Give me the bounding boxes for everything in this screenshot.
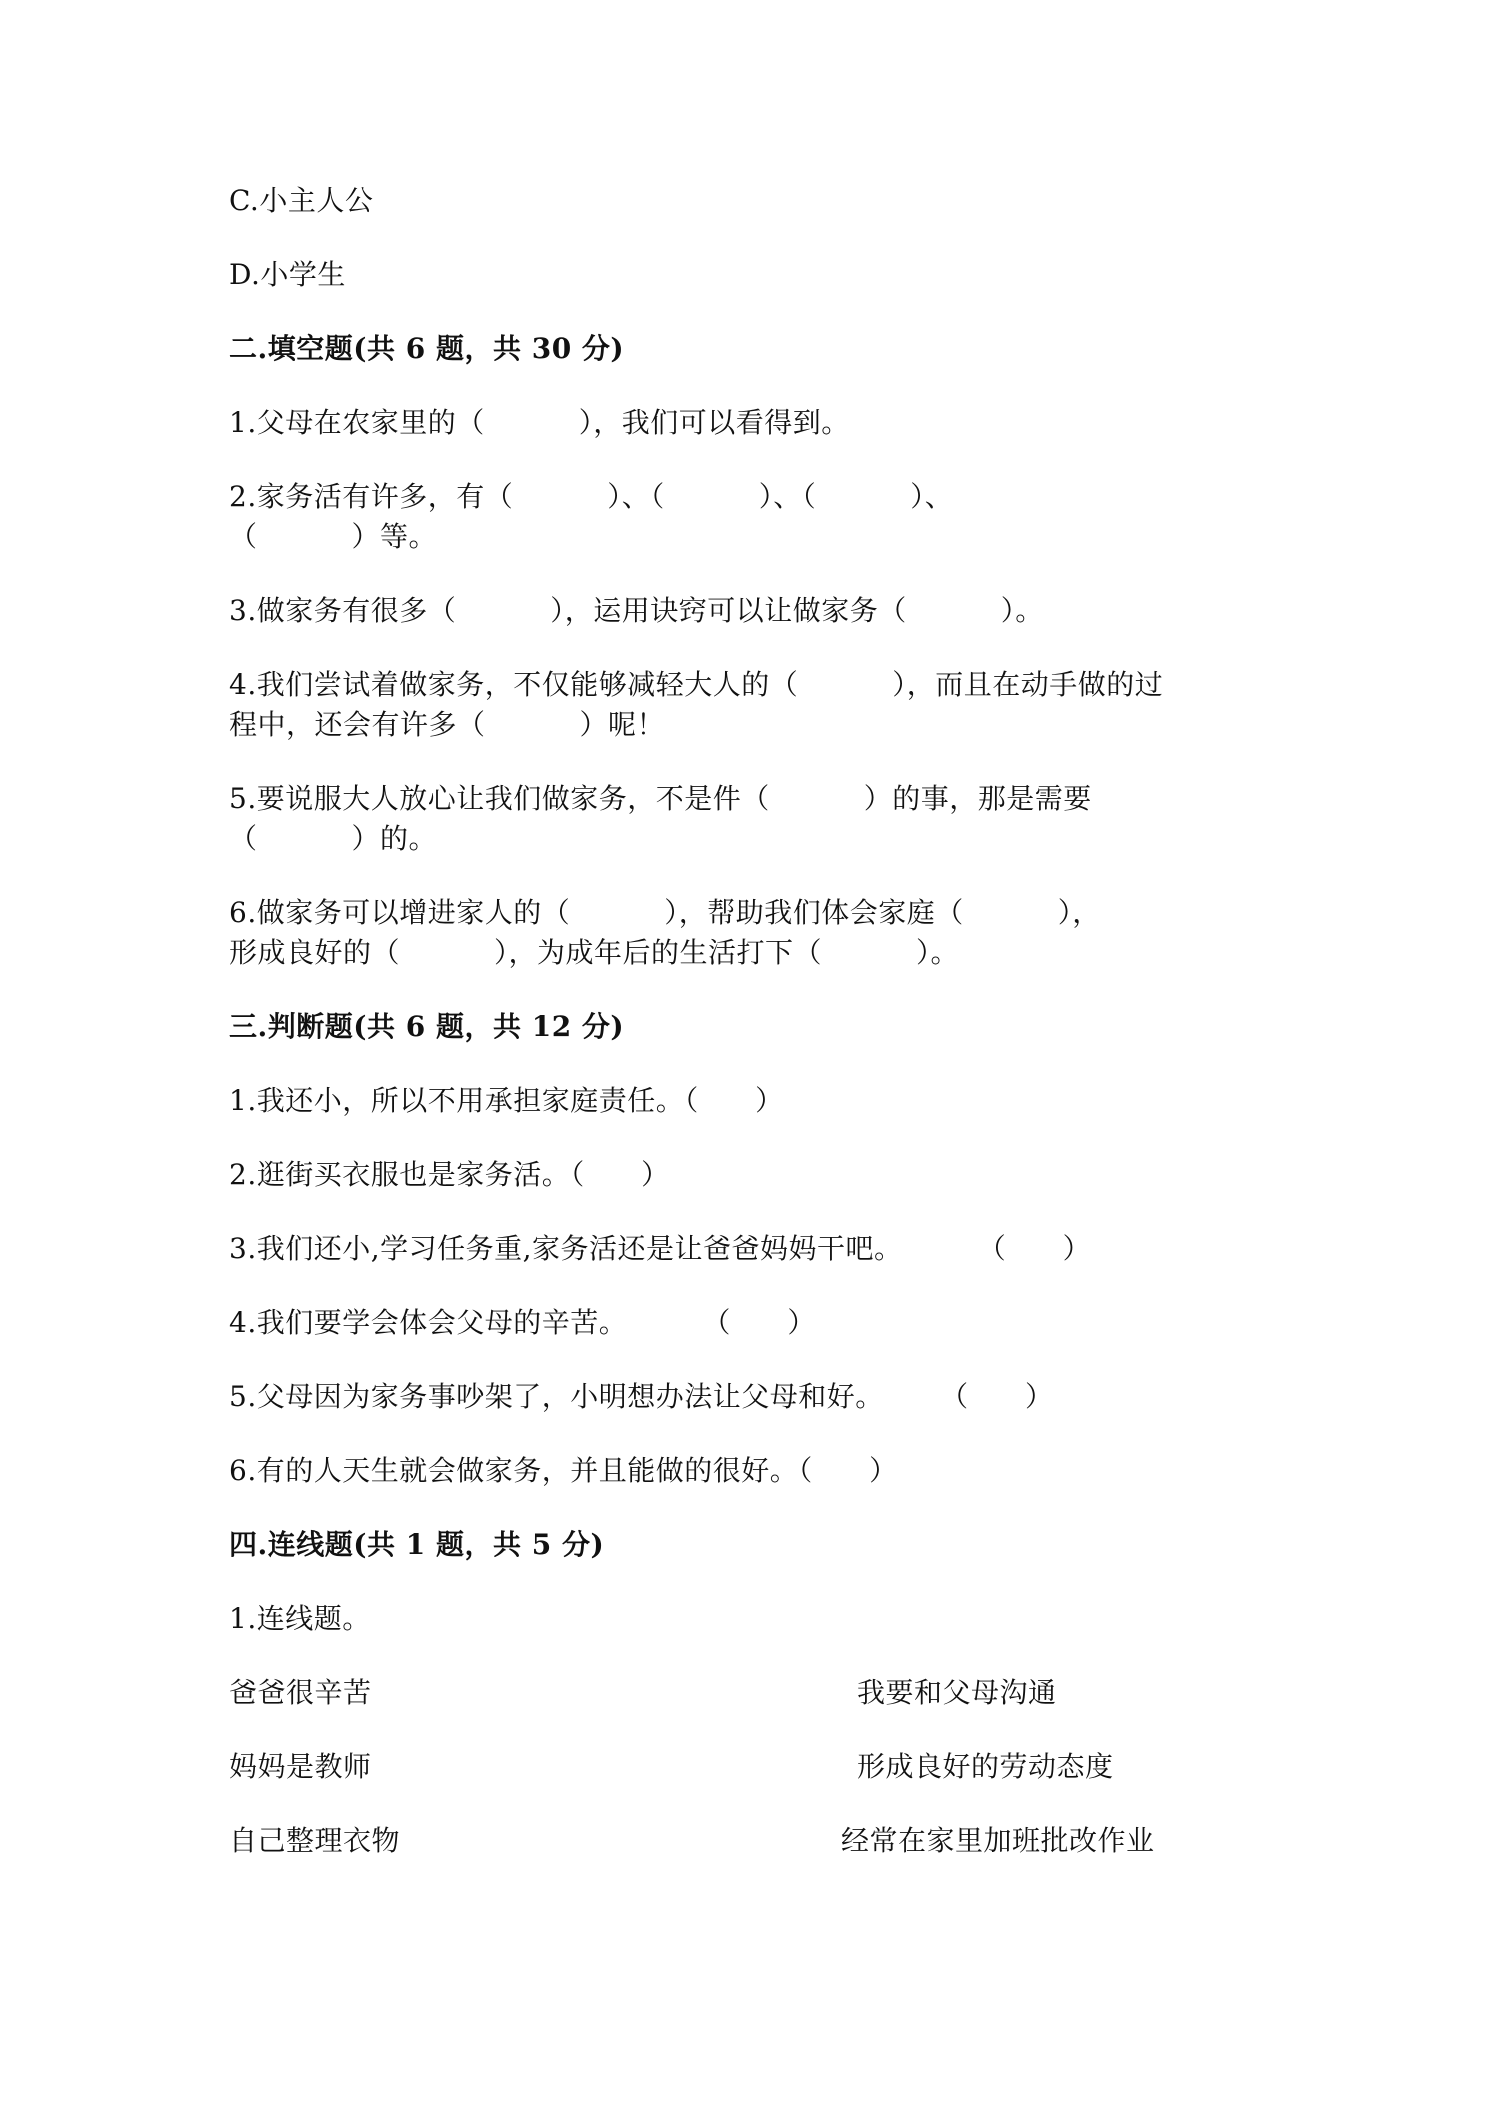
fill-question-4-line1: 4.我们尝试着做家务，不仅能够减轻大人的（ ），而且在动手做的过: [229, 668, 1164, 701]
fill-question-3: 3.做家务有很多（ ），运用诀窍可以让做家务（ ）。: [229, 594, 1044, 627]
judge-question-5: 5.父母因为家务事吵架了，小明想办法让父母和好。 （ ）: [229, 1380, 1054, 1413]
fill-question-6-line2: 形成良好的（ ），为成年后的生活打下（ ）。: [229, 936, 960, 969]
matching-left-item: 爸爸很辛苦: [229, 1676, 372, 1709]
matching-right-item: 经常在家里加班批改作业: [841, 1824, 1155, 1857]
judge-question-6: 6.有的人天生就会做家务，并且能做的很好。（ ）: [229, 1454, 898, 1487]
option-c: C.小主人公: [229, 184, 374, 217]
judge-question-4: 4.我们要学会体会父母的辛苦。 （ ）: [229, 1306, 816, 1339]
fill-question-2-line2: （ ）等。: [229, 520, 438, 553]
fill-question-5-line2: （ ）的。: [229, 822, 438, 855]
matching-question-1: 1.连线题。: [229, 1602, 371, 1635]
fill-question-5-line1: 5.要说服大人放心让我们做家务，不是件（ ）的事，那是需要: [229, 782, 1092, 815]
section-heading-judgement: 三.判断题(共 6 题，共 12 分): [229, 1010, 625, 1043]
judge-question-3: 3.我们还小,学习任务重,家务活还是让爸爸妈妈干吧。 （ ）: [229, 1232, 1092, 1265]
matching-right-item: 形成良好的劳动态度: [857, 1750, 1114, 1783]
judge-question-1: 1.我还小，所以不用承担家庭责任。（ ）: [229, 1084, 784, 1117]
section-heading-fill-in: 二.填空题(共 6 题，共 30 分): [229, 332, 625, 365]
fill-question-2-line1: 2.家务活有许多，有（ ）、（ ）、（ ）、: [229, 480, 954, 513]
judge-question-2: 2.逛街买衣服也是家务活。（ ）: [229, 1158, 670, 1191]
matching-left-item: 妈妈是教师: [229, 1750, 372, 1783]
fill-question-1: 1.父母在农家里的（ ），我们可以看得到。: [229, 406, 850, 439]
option-d: D.小学生: [229, 258, 346, 291]
matching-left-item: 自己整理衣物: [229, 1824, 401, 1857]
fill-question-4-line2: 程中，还会有许多（ ）呢！: [229, 708, 666, 741]
matching-right-item: 我要和父母沟通: [857, 1676, 1057, 1709]
section-heading-matching: 四.连线题(共 1 题，共 5 分): [229, 1528, 605, 1561]
fill-question-6-line1: 6.做家务可以增进家人的（ ），帮助我们体会家庭（ ），: [229, 896, 1101, 929]
